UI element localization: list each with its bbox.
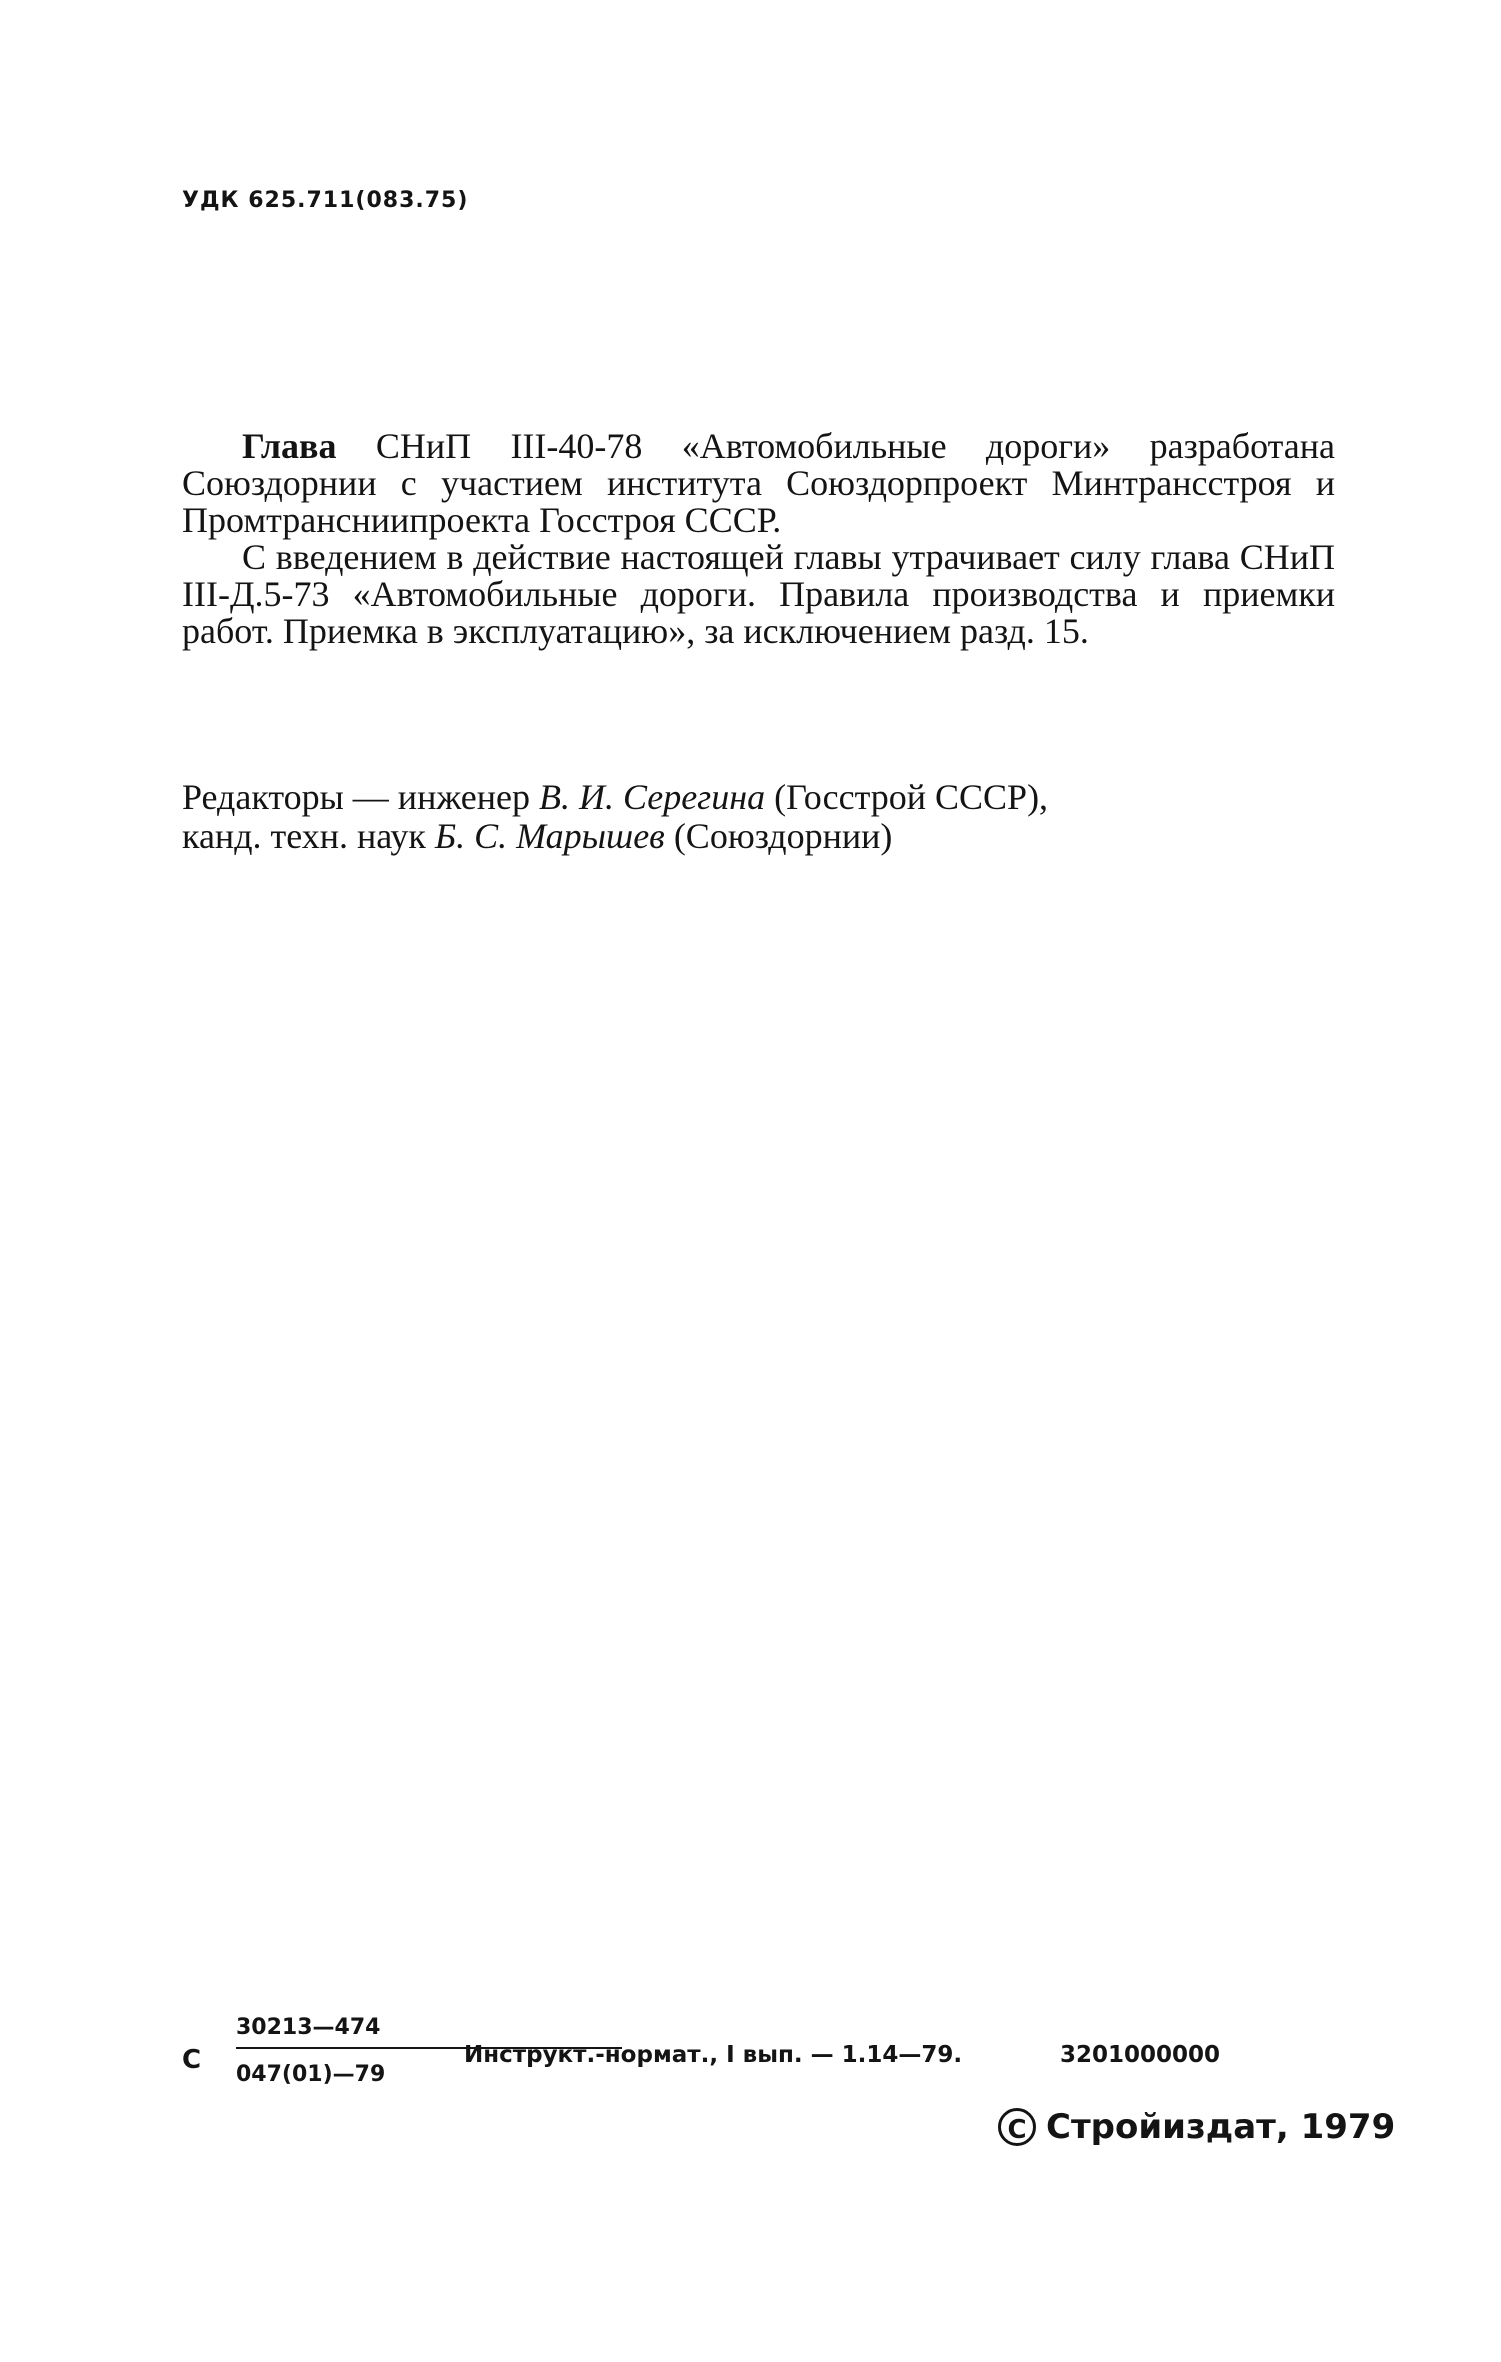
imprint-fraction-numerator: 30213—474 bbox=[236, 2015, 381, 2040]
imprint-code: 3201000000 bbox=[1060, 2042, 1221, 2068]
info-paragraph-1-text: СНиП III-40-78 «Автомобильные дороги» разработана Союздорнии с участием института Союздорпроект Минтрансстроя и Промтрансниипроекта Госстроя СССР. bbox=[182, 426, 1336, 540]
copyright-line bbox=[998, 2107, 1395, 2147]
editor-2-org: (Союздорнии) bbox=[673, 816, 893, 856]
udk-code: УДК 625.711(083.75) bbox=[182, 188, 469, 213]
editor-line-1 bbox=[182, 778, 1335, 817]
editor-1-name: В. И. Серегина bbox=[538, 777, 766, 817]
editor-1-org: (Госстрой СССР), bbox=[774, 777, 1049, 817]
editor-2-prefix: канд. техн. наук bbox=[182, 816, 426, 856]
copyright-icon: C bbox=[998, 2108, 1036, 2146]
info-lead-word: Глава bbox=[242, 426, 337, 466]
editor-1-prefix: Редакторы — инженер bbox=[182, 777, 530, 817]
imprint-line bbox=[182, 2015, 1332, 2111]
imprint-letter: С bbox=[182, 2045, 202, 2075]
editors-block bbox=[182, 778, 1335, 856]
imprint-fraction-denominator: 047(01)—79 bbox=[236, 2062, 386, 2087]
editor-2-name: Б. С. Марышев bbox=[434, 816, 665, 856]
info-paragraph-1 bbox=[182, 428, 1335, 539]
chapter-info bbox=[182, 428, 1335, 650]
info-paragraph-2: С введением в действие настоящей главы утрачивает силу глава СНиП III-Д.5-73 «Автомобильные дороги. Правила производства и приемки работ. Приемка в эксплуатацию», за исключением разд. 15. bbox=[182, 537, 1335, 651]
imprint-series: Инструкт.-нормат., I вып. — 1.14—79. bbox=[464, 2042, 963, 2068]
editor-line-2 bbox=[182, 817, 1335, 856]
copyright-text: Стройиздат, 1979 bbox=[1046, 2107, 1396, 2147]
